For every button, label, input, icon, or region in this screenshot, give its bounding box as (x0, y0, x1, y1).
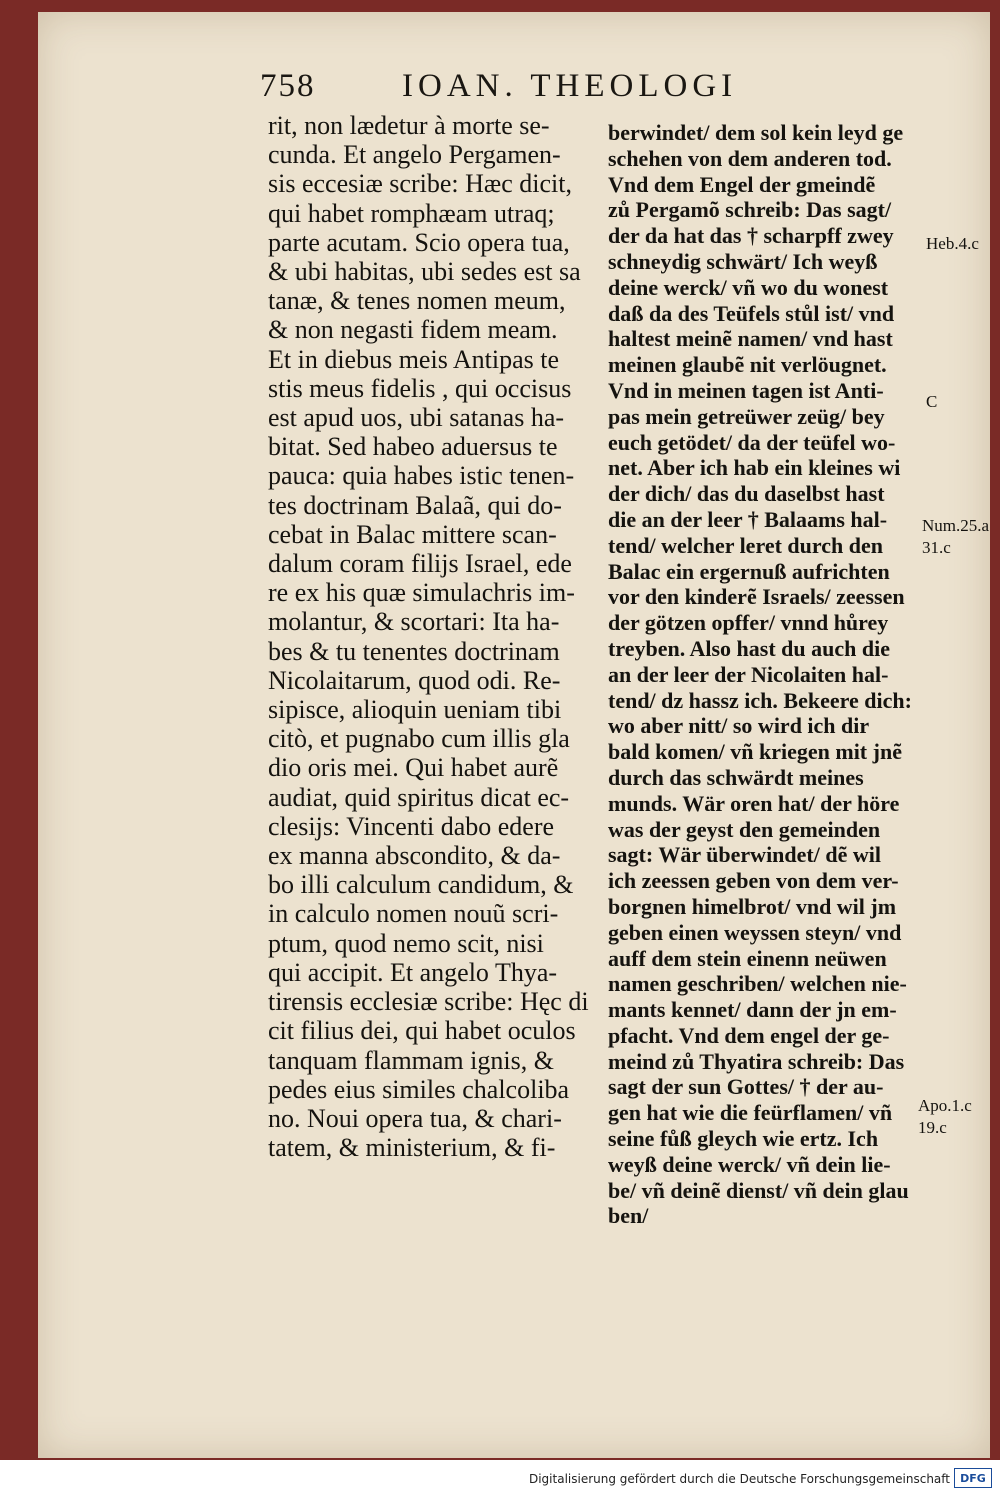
german-text-line: ich zeessen geben von dem ver- (608, 868, 899, 894)
german-text-line: vor den kinderẽ Israels/ zeessen (608, 584, 905, 610)
german-text-line: sagt der sun Gottes/ † der au- (608, 1074, 884, 1100)
latin-text-line: bo illi calculum candidum, & (268, 870, 574, 900)
margin-note-apo: Apo.1.c (918, 1096, 972, 1115)
latin-text-line: tanæ, & tenes nomen meum, (268, 286, 566, 316)
margin-note-num-2: 31.c (922, 538, 951, 557)
latin-text-line: parte acutam. Scio opera tua, (268, 227, 570, 257)
german-text-line: wo aber nitt/ so wird ich dir (608, 713, 870, 739)
margin-note-apo-2: 19.c (918, 1118, 947, 1137)
latin-text-line: ex manna abscondito, & da- (268, 841, 561, 871)
german-text-line: gen hat wie die feürflamen/ vñ (608, 1100, 893, 1126)
latin-text-line: stis meus fidelis , qui occisus (268, 373, 572, 403)
german-text-line: meinen glaubẽ nit verlöugnet. (608, 352, 887, 378)
german-text-line: meind zů Thyatira schreib: Das (608, 1048, 905, 1074)
german-text-line: haltest meinẽ namen/ vnd hast (608, 326, 893, 352)
latin-text-line: tes doctrinam Balaã, qui do- (268, 490, 562, 520)
german-text-line: be/ vñ deinẽ dienst/ vñ dein glau (608, 1177, 909, 1203)
german-text-line: Balac ein ergernuß aufrichten (608, 558, 890, 584)
latin-text-line: cunda. Et angelo Pergamen- (268, 140, 561, 170)
latin-text-line: & ubi habitas, ubi sedes est sa (268, 257, 581, 287)
latin-text-line: est apud uos, ubi satanas ha- (268, 403, 565, 433)
german-text-line: auff dem stein einenn neüwen (608, 945, 887, 971)
german-text-line: schneydig schwärt/ Ich weyß (608, 248, 878, 274)
latin-text-line: Nicolaitarum, quod odi. Re- (268, 665, 561, 695)
latin-text-line: citò, et pugnabo cum illis gla (268, 724, 570, 754)
latin-text-line: qui habet romphæam utraq; (268, 198, 555, 228)
german-text-line: mants kennet/ dann der jn em- (608, 997, 897, 1023)
german-text-line: was der geyst den gemeinden (608, 816, 881, 842)
german-text-line: der da hat das † scharpff zwey (608, 223, 894, 249)
latin-text-column (268, 111, 628, 1162)
german-text-line: der dich/ das du daselbst hast (608, 481, 885, 507)
german-text-line: bald komen/ vñ kriegen mit jnẽ (608, 739, 902, 765)
footer-credit: Digitalisierung gefördert durch die Deutsche Forschungsgemeinschaft (528, 1472, 950, 1486)
german-text-line: weyß deine werck/ vñ dein lie- (608, 1151, 891, 1177)
german-text-line: zů Pergamõ schreib: Das sagt/ (608, 197, 892, 223)
german-text-line: pfacht. Vnd dem engel der ge- (608, 1022, 890, 1048)
page-number: 758 (260, 68, 316, 104)
german-text-line: daß da des Teüfels stůl ist/ vnd (608, 300, 895, 326)
german-text-line: deine werck/ vñ wo du wonest (608, 274, 889, 300)
german-text-line: der götzen opffer/ vnnd hůrey (608, 610, 889, 636)
latin-text-line: no. Noui opera tua, & chari- (268, 1103, 562, 1133)
latin-text-line: ptum, quod nemo scit, nisi (268, 928, 544, 958)
german-text-line: munds. Wär oren hat/ der höre (608, 790, 900, 816)
margin-note-heb: Heb.4.c (926, 234, 979, 253)
latin-text-line: tirensis ecclesiæ scribe: Hęc di (268, 987, 589, 1017)
latin-text-line: sipisce, alioquin ueniam tibi (268, 695, 562, 725)
latin-text-line: bes & tu tenentes doctrinam (268, 636, 560, 666)
latin-text-line: dio oris mei. Qui habet aurẽ (268, 753, 559, 783)
german-text-line: Vnd dem Engel der gmeindẽ (608, 171, 876, 197)
latin-text-line: cebat in Balac mittere scan- (268, 519, 557, 549)
running-title: IOAN. THEOLOGI (402, 68, 738, 104)
latin-text-line: bitat. Sed habeo aduersus te (268, 432, 558, 462)
german-text-line: euch getödet/ da der teüfel wo- (608, 429, 896, 455)
german-text-line: borgnen himelbrot/ vnd wil jm (608, 893, 897, 919)
latin-text-line: tanquam flammam ignis, & (268, 1045, 554, 1075)
german-text-line: Vnd in meinen tagen ist Anti- (608, 377, 884, 403)
german-text-line: sagt: Wär überwindet/ dẽ wil (608, 842, 881, 868)
margin-note-num: Num.25.a (922, 516, 990, 535)
german-text-line: treyben. Also hast du auch die (608, 635, 890, 661)
latin-text-line: & non negasti fidem meam. (268, 315, 558, 345)
latin-text-line: cit filius dei, qui habet oculos (268, 1016, 576, 1046)
german-text-line: ben/ (608, 1203, 649, 1229)
german-text-line: net. Aber ich hab ein kleines wi (608, 455, 901, 481)
german-text-line: geben einen weyssen steyn/ vnd (608, 919, 902, 945)
german-text-line: die an der leer † Balaams hal- (608, 506, 888, 532)
german-text-line: schehen von dem anderen tod. (608, 145, 892, 171)
german-text-line: pas mein getreüwer zeüg/ bey (608, 403, 885, 429)
latin-text-line: dalum coram filijs Israel, ede (268, 549, 572, 579)
german-text-line: tend/ dz hassz ich. Bekeere dich: (608, 687, 912, 713)
latin-text-line: pedes eius similes chalcoliba (268, 1074, 570, 1104)
latin-text-line: re ex his quæ simulachris im- (268, 578, 575, 608)
german-text-line: namen geschriben/ welchen nie- (608, 971, 907, 997)
latin-text-line: sis eccesiæ scribe: Hæc dicit, (268, 169, 572, 199)
digitization-footer (0, 1460, 1000, 1499)
latin-text-line: clesijs: Vincenti dabo edere (268, 811, 555, 841)
german-text-line: berwindet/ dem sol kein leyd ge (608, 120, 904, 145)
latin-text-line: in calculo nomen nouũ scri- (268, 899, 559, 929)
margin-note-c: C (926, 392, 938, 411)
german-text-line: seine fůß gleych wie ertz. Ich (608, 1126, 879, 1152)
german-text-line: an der leer der Nicolaiten hal- (608, 661, 889, 687)
german-text-column (608, 120, 938, 1229)
latin-text-line: molantur, & scortari: Ita ha- (268, 607, 560, 637)
latin-text-line: rit, non lædetur à morte se- (268, 111, 550, 140)
dfg-logo-icon: DFG (954, 1468, 992, 1488)
latin-text-line: qui accipit. Et angelo Thya- (268, 957, 558, 987)
latin-text-line: Et in diebus meis Antipas te (268, 344, 560, 374)
german-text-line: tend/ welcher leret durch den (608, 532, 883, 558)
german-text-line: durch das schwärdt meines (608, 764, 864, 790)
latin-text-line: pauca: quia habes istic tenen- (268, 461, 575, 491)
latin-text-line: audiat, quid spiritus dicat ec- (268, 782, 570, 812)
latin-text-line: tatem, & ministerium, & fi- (268, 1133, 556, 1163)
book-page (38, 12, 990, 1458)
